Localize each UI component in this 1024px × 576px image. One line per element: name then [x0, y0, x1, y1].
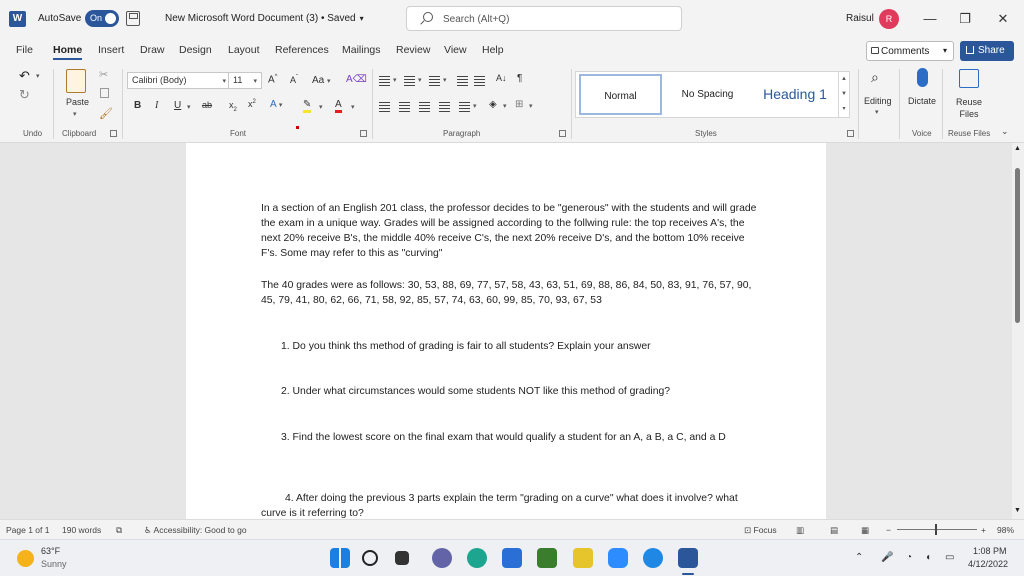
weather-icon[interactable]: [17, 550, 34, 567]
highlight-dropdown-icon[interactable]: ▾: [319, 104, 323, 111]
chevron-down-icon: ▾: [942, 46, 947, 55]
tab-view[interactable]: View: [444, 44, 467, 56]
zoom-slider-knob[interactable]: [935, 524, 937, 535]
avatar[interactable]: R: [879, 9, 899, 29]
battery-icon[interactable]: ▭: [945, 552, 955, 563]
copy-icon[interactable]: [100, 88, 109, 98]
divider: [53, 69, 54, 139]
comments-button[interactable]: Comments ▾: [866, 41, 954, 61]
tab-home[interactable]: Home: [53, 44, 83, 56]
status-bar: [0, 519, 1024, 539]
toggle-knob: [105, 13, 116, 24]
calendar-icon[interactable]: [573, 548, 593, 568]
ribbon-tabs: [0, 38, 1024, 63]
group-label-styles: Styles: [695, 129, 717, 138]
divider: [372, 69, 373, 139]
ribbon: [0, 63, 1024, 143]
group-label-paragraph: Paragraph: [443, 129, 481, 138]
increase-indent-icon[interactable]: [474, 76, 485, 86]
tab-references[interactable]: References: [275, 44, 329, 56]
clock-time[interactable]: 1:08 PM: [973, 546, 1007, 556]
taskbar: [0, 539, 1024, 576]
reuse-files-icon[interactable]: [959, 69, 979, 88]
user-name[interactable]: Raisul: [846, 13, 874, 24]
autosave-label: AutoSave: [38, 13, 82, 24]
chevron-down-icon: ▾: [359, 14, 364, 23]
cursor-marker: [296, 126, 299, 129]
align-left-icon[interactable]: [379, 102, 390, 112]
tab-review[interactable]: Review: [396, 44, 431, 56]
accessibility-icon: ♿: [144, 525, 152, 535]
bullets-dropdown-icon[interactable]: ▾: [393, 77, 397, 84]
chevron-down-icon: ▾: [253, 78, 257, 85]
read-mode-icon[interactable]: ▥: [796, 525, 805, 535]
vertical-scrollbar[interactable]: [1012, 143, 1024, 519]
search-box[interactable]: [406, 6, 682, 31]
question-3[interactable]: 3. Find the lowest score on the final exam that would qualify a student for an A, a B, a C, and a D: [281, 432, 726, 443]
font-color-icon[interactable]: A: [335, 99, 342, 113]
active-app-indicator: [682, 573, 694, 575]
tab-help[interactable]: Help: [482, 44, 504, 56]
document-page[interactable]: [186, 143, 826, 519]
chevron-up-icon[interactable]: ⌃: [855, 552, 864, 563]
focus-icon: ⊡: [744, 525, 752, 535]
zoom-app-icon[interactable]: [608, 548, 628, 568]
group-label-undo: Undo: [23, 129, 43, 138]
show-formatting-icon[interactable]: ¶: [517, 73, 523, 84]
search-icon: [423, 12, 433, 22]
edge-icon[interactable]: [467, 548, 487, 568]
clear-formatting-icon[interactable]: A⌫: [346, 74, 367, 85]
justify-icon[interactable]: [439, 102, 450, 112]
comment-icon: [871, 47, 879, 54]
borders-dropdown-icon[interactable]: ▾: [529, 103, 533, 110]
proofing-icon[interactable]: ⧉: [116, 525, 123, 535]
teams-chat-icon[interactable]: [432, 548, 452, 568]
share-icon: [966, 46, 974, 54]
align-right-icon[interactable]: [419, 102, 430, 112]
divider: [942, 69, 943, 139]
mail-icon[interactable]: [502, 548, 522, 568]
search-icon[interactable]: [362, 550, 378, 566]
bold-icon[interactable]: B: [134, 100, 142, 111]
scroll-thumb[interactable]: [1015, 168, 1020, 323]
numbering-icon[interactable]: [404, 76, 415, 86]
style-no-spacing[interactable]: No Spacing: [681, 89, 734, 100]
print-layout-icon[interactable]: ▤: [830, 525, 839, 535]
paste-dropdown-icon[interactable]: ▾: [73, 111, 77, 118]
tab-insert[interactable]: Insert: [98, 44, 125, 56]
paste-button[interactable]: Paste: [66, 97, 90, 107]
autosave-toggle[interactable]: [85, 10, 119, 27]
collapse-ribbon-icon[interactable]: ⌄: [1001, 126, 1009, 136]
text-effects-icon[interactable]: A ▾: [270, 99, 283, 110]
word-count[interactable]: 190 words: [62, 525, 102, 535]
tab-layout[interactable]: Layout: [228, 44, 260, 56]
shrink-font-icon[interactable]: $A^ˇ$: [290, 75, 299, 85]
divider: [122, 69, 123, 139]
chevron-up-icon[interactable]: ▲: [841, 76, 847, 82]
zoom-slider[interactable]: [897, 529, 977, 530]
web-layout-icon[interactable]: ▦: [861, 525, 870, 535]
group-label-font: Font: [230, 129, 247, 138]
task-view-icon[interactable]: [395, 551, 409, 565]
accessibility-status[interactable]: ♿ Accessibility: Good to go: [144, 525, 247, 535]
weather-temperature[interactable]: 63°F: [41, 546, 61, 556]
editing-button[interactable]: Editing: [864, 96, 892, 106]
chevron-up-icon[interactable]: ▲: [1014, 145, 1021, 152]
search-icon: ⌕: [871, 69, 879, 85]
group-label-clipboard: Clipboard: [62, 129, 97, 138]
microphone-icon[interactable]: 🎤: [881, 552, 894, 563]
document-area: [0, 143, 1012, 519]
font-name-select[interactable]: Calibri (Body) ▾: [127, 72, 231, 89]
chevron-down-icon[interactable]: ▾: [875, 109, 879, 116]
wifi-icon[interactable]: ◔: [906, 552, 913, 563]
shading-dropdown-icon[interactable]: ▾: [503, 103, 507, 110]
search-input[interactable]: [443, 12, 663, 26]
change-case-icon[interactable]: Aa ▾: [312, 75, 331, 86]
shading-icon[interactable]: ◈: [489, 99, 497, 110]
focus-mode[interactable]: ⊡ Focus: [744, 525, 777, 535]
borders-icon[interactable]: ⊞: [515, 99, 524, 110]
divider: [899, 69, 900, 139]
undo-icon[interactable]: ↶: [19, 68, 30, 83]
subscript-icon[interactable]: $x_2$: [229, 100, 237, 113]
divider: [858, 69, 859, 139]
group-label-reuse: Reuse Files: [948, 129, 991, 138]
volume-icon[interactable]: ◖: [925, 552, 932, 563]
numbering-dropdown-icon[interactable]: ▾: [418, 77, 422, 84]
chevron-down-icon[interactable]: ▼: [841, 91, 847, 97]
word-logo-icon: W: [9, 11, 26, 27]
tab-draw[interactable]: Draw: [140, 44, 165, 56]
chevron-down-icon[interactable]: ▼: [1014, 507, 1021, 514]
bullets-icon[interactable]: [379, 76, 390, 86]
tab-design[interactable]: Design: [179, 44, 212, 56]
strikethrough-icon[interactable]: ab: [202, 100, 213, 110]
cut-icon[interactable]: ✂: [99, 69, 109, 81]
style-normal[interactable]: Normal: [579, 74, 662, 115]
undo-dropdown-icon[interactable]: ▾: [36, 73, 40, 80]
chevron-down-icon: ▾: [327, 78, 331, 85]
save-icon[interactable]: [126, 11, 140, 26]
underline-dropdown-icon[interactable]: ▾: [187, 104, 191, 111]
underline-icon[interactable]: U: [174, 100, 182, 111]
line-spacing-dropdown-icon[interactable]: ▾: [473, 103, 477, 110]
clock-date[interactable]: 4/12/2022: [968, 559, 1009, 569]
paragraph-grades[interactable]: The 40 grades were as follows: 30, 53, 88, 69, 77, 57, 58, 43, 63, 51, 69, 88, 86, 84, 50, 83, 91, 76, 57, 90, 45, 79, 41, 80, 62, 66, 71, 58, 92, 85, 57, 74, 63, 60, 99, 85, 70, 93, 67, 53: [261, 280, 752, 306]
dictate-button[interactable]: Dictate: [908, 96, 937, 106]
title-bar: [0, 0, 1024, 38]
redo-icon[interactable]: ↻: [19, 87, 30, 102]
reuse-files-button[interactable]: Reuse Files: [955, 97, 982, 119]
microphone-icon[interactable]: [917, 68, 928, 87]
share-button[interactable]: Share: [960, 41, 1014, 61]
multilevel-list-icon[interactable]: [429, 76, 440, 86]
autosave-state: On: [90, 13, 103, 23]
tab-mailings[interactable]: Mailings: [342, 44, 381, 56]
document-title[interactable]: New Microsoft Word Document (3) • Saved ▾: [165, 13, 364, 24]
paste-icon[interactable]: [66, 69, 86, 93]
close-icon[interactable]: ✕: [997, 11, 1009, 26]
paragraph-intro[interactable]: In a section of an English 201 class, the professor decides to be "generous" with the students and will grade the exam in a unique way. Grades will be assigned according to the follwing rule: the top receives A's, the next 20% receive B's, the middle 40% receive C's, the next 20% receive D's, and the bottom 10% receive F's. Some may refer to this as "curving": [261, 203, 757, 259]
styles-scroll[interactable]: [838, 71, 850, 118]
font-launcher-icon[interactable]: [360, 130, 367, 137]
minimize-icon[interactable]: —: [923, 11, 937, 26]
question-4[interactable]: 4. After doing the previous 3 parts explain the term "grading on a curve" what does it involve? what curve is it referring to?: [261, 493, 738, 519]
highlight-icon[interactable]: ✎: [303, 99, 311, 113]
italic-icon[interactable]: I: [155, 100, 159, 111]
font-color-dropdown-icon[interactable]: ▾: [351, 104, 355, 111]
multilevel-dropdown-icon[interactable]: ▾: [443, 77, 447, 84]
tab-file[interactable]: File: [16, 44, 33, 56]
zoom-in-icon[interactable]: +: [981, 525, 986, 535]
grow-font-icon[interactable]: A^: [268, 74, 278, 86]
chevron-down-icon: ▾: [278, 102, 283, 109]
word-taskbar-icon[interactable]: [678, 548, 698, 568]
store-icon[interactable]: [537, 548, 557, 568]
clipboard-launcher-icon[interactable]: [110, 130, 117, 137]
restore-icon[interactable]: ❐: [959, 11, 971, 26]
divider: [571, 69, 572, 139]
font-size-select[interactable]: 11 ▾: [228, 72, 262, 89]
start-icon[interactable]: [330, 548, 350, 568]
line-spacing-icon[interactable]: [459, 102, 470, 112]
question-1[interactable]: 1. Do you think ths method of grading is fair to all students? Explain your answer: [281, 341, 651, 352]
page-count[interactable]: Page 1 of 1: [6, 525, 50, 535]
paragraph-launcher-icon[interactable]: [559, 130, 566, 137]
zoom-out-icon[interactable]: −: [886, 525, 891, 535]
decrease-indent-icon[interactable]: [457, 76, 468, 86]
sort-icon[interactable]: A↓: [496, 73, 507, 83]
group-label-voice: Voice: [912, 129, 932, 138]
zoom-level[interactable]: 98%: [997, 525, 1015, 535]
weather-condition[interactable]: Sunny: [41, 559, 67, 569]
align-center-icon[interactable]: [399, 102, 410, 112]
question-2[interactable]: 2. Under what circumstances would some students NOT like this method of grading?: [281, 386, 671, 397]
more-styles-icon[interactable]: ▾: [842, 106, 846, 112]
pen-app-icon[interactable]: [643, 548, 663, 568]
styles-launcher-icon[interactable]: [847, 130, 854, 137]
style-heading-1[interactable]: Heading 1: [763, 86, 827, 102]
format-painter-icon[interactable]: 🖌: [99, 108, 113, 120]
chevron-down-icon: ▾: [222, 78, 226, 85]
styles-gallery: [575, 71, 840, 118]
superscript-icon[interactable]: $x^2$: [248, 99, 256, 109]
